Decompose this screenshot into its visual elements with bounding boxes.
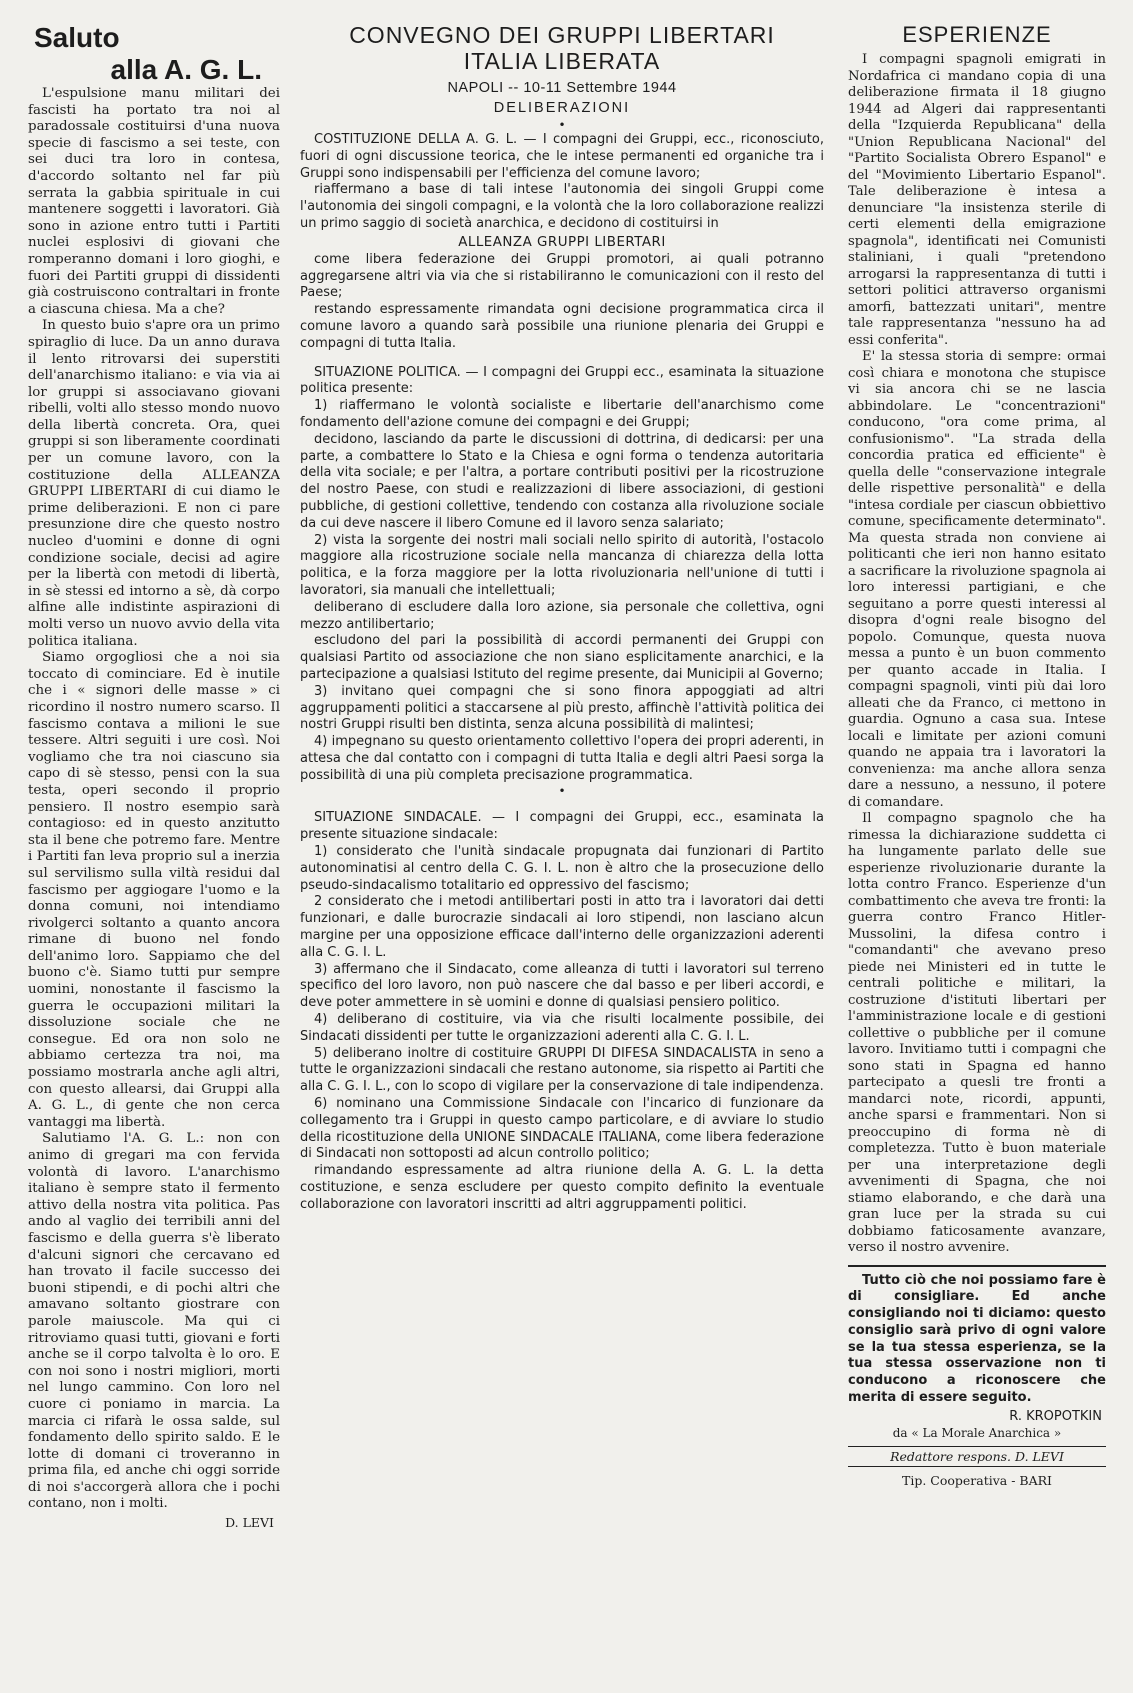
right-paragraph: E' la stessa storia di sempre: ormai così chiara e monotona che stupisce vi sia ancora chi se ne lascia abbindolare. Le "concentrazioni" conducono, "ora come prima, al confusionismo". "La strada della concordia pratica ed efficiente" è quella delle "conservazione integrale delle rispettive personalità" e della "intesa cordiale per ciascun obbiettivo comune, specificamente determinato". Ma questa strada non conviene ai politicanti che ieri non hanno esitato a sacrificare la rivoluzione spagnola ai loro interessi partigiani, e che seguitano a porre questi interessi al disopra d'ogni reale bisogno del popolo. Comunque, questa nuova messa a punto è un buon commento per quanto accade in Italia. I compagni spagnoli, vinti più dai loro alleati che da Franco, ci mettono in guardia. Ognuno a casa sua. Intese locali e limitate per azioni comuni quando ne appaia tra i lavoratori la convenienza: ma anche allora senza dare a nessuno, a nessuno, il potere di comandare.	[848, 349, 1106, 810]
section-paragraph: riaffermano a base di tali intese l'autonomia dei singoli Gruppi come l'autonomia dei singoli compagni, e la volontà che la loro collaborazione realizzi un primo saggio di società anarchica, e decidono di costituirsi in	[300, 182, 824, 231]
quote-source: da « La Morale Anarchica »	[892, 1425, 1062, 1440]
list-item: 1) riaffermano le volontà socialiste e libertarie dell'anarchismo come fondamento dell'azione comune dei compagni e dei Gruppi;	[300, 398, 824, 430]
list-item: deliberano di escludere dalla loro azione, sia personale che collettiva, ogni mezzo antilibertario;	[300, 599, 824, 632]
section-paragraph: come libera federazione dei Gruppi promotori, ai quali potranno aggregarsene altri via via che si ristabiliranno le comunicazioni con il resto del Paese;	[300, 251, 824, 301]
list-item: 3) affermano che il Sindacato, come alleanza di tutti i lavoratori sul terreno specifico del loro lavoro, non può nascere che dal basso e per liberi accordi, e deve poter ammettere in sè uomini e donne di qualsiasi pensiero politico.	[300, 961, 824, 1011]
section-heading: COSTITUZIONE DELLA A. G. L. —	[314, 132, 537, 147]
section-heading: SITUAZIONE SINDACALE. —	[314, 810, 505, 826]
alliance-name: ALLEANZA GRUPPI LIBERTARI	[458, 234, 666, 250]
list-item: escludono del pari la possibilità di accordi permanenti dei Gruppi con qualsiasi Partito od associazione che non siano esplicitamente anarchici, e la partecipazione a qualsiasi Istituto del regime presente, dai Municipii al Governo;	[300, 633, 824, 682]
left-column	[28, 22, 280, 1530]
center-title: CONVEGNO DEI GRUPPI LIBERTARI	[349, 22, 775, 48]
center-column	[300, 22, 824, 1214]
right-title: ESPERIENZE	[902, 22, 1052, 47]
list-item: 4) impegnano su questo orientamento collettivo l'opera dei propri aderenti, in attesa che dal contatto con i compagni di tutta Italia e degli altri Paesi sorga la possibilità di una più completa precisazione programmatica.	[300, 734, 824, 783]
printer-credit: Tip. Cooperativa - BARI	[902, 1472, 1052, 1488]
quote-text: Tutto ciò che noi possiamo fare è di consigliare. Ed anche consigliando noi ti diciamo: questo consiglio sarà privo di ogni valore se la tua stessa esperienza, se la tua stessa osservazione non ti conducono a riconoscere che merita di essere seguito.	[848, 1272, 1106, 1406]
list-item: rimandando espressamente ad altra riunione della A. G. L. la detta costituzione, e senza escludere per questo compito definito la eventuale collaborazione con lavoratori inscritti ad altri aggruppamenti politici.	[300, 1163, 824, 1212]
left-paragraph: L'espulsione manu militari dei fascisti ha portato tra noi al paradossale costituirsi d'una nuova specie di fascismo a sei teste, con sei duci tra loro in contesa, d'accordo soltanto nel far più serrata la gabbia spirituale in cui mantenere soggetti i lavoratori. Già sono in azione entro tutti i Partiti nuclei esplosivi di giovani che romperanno domani i loro gioghi, e fuori dei Partiti gruppi di dissidenti già costruiscono contraltari in fronte a ciascuna chiesa. Ma a che?	[28, 86, 280, 317]
left-paragraph: Siamo orgogliosi che a noi sia toccato di cominciare. Ed è inutile che i « signori delle masse » ci ricordino il nostro numero scarso. Il fascismo contava a milioni le sue tessere. Altri seguiti i ure così. Noi vogliamo che tra noi ciascuno sia capo di sè stesso, pensi con la sua testa, operi secondo il proprio pensiero. Il nostro esempio sarà contagioso: ed in questo anzitutto sta il bene che potremo fare. Mentre i Partiti fan leva proprio sul a inerzia sul servilismo sulla viltà residui dal fascismo per aggiogare l'uomo e la donna comuni, noi intendiamo rivolgerci soltanto a quanto ancora rimane di buono nel fondo dell'animo loro. Sappiamo che del buono c'è. Siamo tutti pur sempre uomini, nonostante il fascismo la guerra le occupazioni militari la dissoluzione sociale che ne consegue. Ed ora non solo ne abbiamo certezza tra noi, ma possiamo mostrarla anche agli altri, con questo allearsi, dai Gruppi alla A. G. L., di gente che non cerca vantaggi ma libertà.	[28, 650, 280, 1130]
section-sindacale	[300, 810, 824, 844]
section-text: I compagni dei Gruppi, ecc., esaminata la presente situazione sindacale:	[300, 810, 824, 843]
left-title-line2: alla A. G. L.	[110, 54, 262, 85]
section-costituzione	[300, 132, 824, 182]
section-politica	[300, 365, 824, 399]
list-item: 2) vista la sorgente dei nostri mali sociali nello spirito di autorità, l'ostacolo maggiore alla ricostruzione sociale nella mancanza di chiarezza della lotta politica, e la forza maggiore per la lotta rivoluzionaria nell'unione di tutti i lavoratori, sia manuali che intellettuali;	[300, 532, 824, 598]
list-item: 1) considerato che l'unità sindacale propugnata dai funzionari di Partito autonominatisi al centro della C. G. I. L. non è altro che la prosecuzione dello pseudo-sindacalismo totalitario ed oppressivo del fascismo;	[300, 844, 824, 893]
section-text: I compagni dei Gruppi ecc., esaminata la situazione politica presente:	[300, 364, 824, 397]
left-paragraph: In questo buio s'apre ora un primo spiraglio di luce. Da un anno durava il lento ritrovarsi dei superstiti dell'anarchismo italiano: e via via ai lor gruppi si associavano giovani ribelli, volti allo stesso mondo nuovo della libertà concreta. Ora, quei gruppi si son liberamente coordinati per un comune lavoro, con la costituzione della ALLEANZA GRUPPI LIBERTARI di cui diamo le prime deliberazioni. E non ci pare presunzione dire che questo nostro nucleo d'uomini e donne di ogni condizione sociale, decisi ad agire per la libertà con metodi di libertà, in sè stessi ed intorno a sè, dà corpo alfine alle indistinte aspirazioni di molti verso un nuovo avvio della vita politica italiana.	[28, 318, 280, 649]
list-item: 4) deliberano di costituire, via via che risulti localmente possibile, dei Sindacati dissidenti per tutte le organizzazioni aderenti alla C. G. I. L.	[300, 1012, 824, 1044]
list-item: 3) invitano quei compagni che si sono finora appoggiati ad altri aggruppamenti politici a staccarsene al più presto, affinchè l'attività politica dei nostri Gruppi risulti ben distinta, senza alcuna possibilità di malintesi;	[300, 683, 824, 733]
right-paragraph: I compagni spagnoli emigrati in Nordafrica ci mandano copia di una deliberazione firmata il 18 giugno 1944 ad Algeri dai rappresentanti della "Izquierda Republicana" della "Union Republicana Nacional" del "Partito Socialista Obrero Espanol" e del "Movimiento Libertario Espanol". Tale deliberazione è intesa a denunciare "la insistenza sterile di certi elementi della emigrazione spagnola", identificati nei Comunisti staliniani, i quali "pretendono arrogarsi la rappresentanza di tutti i settori politici attraverso organismi amorfi, battezzati unitari", mentre tale rappresentanza "nessuno ha ad essi conferita".	[848, 52, 1106, 348]
section-paragraph: restando espressamente rimandata ogni decisione programmatica circa il comune lavoro a quando sarà possibile una riunione plenaria dei Gruppi e compagni di tutta Italia.	[300, 302, 824, 351]
list-item: decidono, lasciando da parte le discussioni di dottrina, di dedicarsi: per una parte, a combattere lo Stato e la Chiesa e ogni forma o tendenza autoritaria della vita sociale; e per l'altra, a portare contributi positivi per la ricostruzione del nostro Paese, con studi e realizzazioni di libere associazioni, di gestioni pubbliche, di gestioni collettive, tendendo con costanza alla rivoluzione sociale da cui deve nascere il libero Comune ed il lavoro senza salariato;	[300, 431, 824, 531]
place-date: NAPOLI -- 10-11 Settembre 1944	[447, 80, 677, 96]
right-column	[848, 22, 1106, 1488]
right-paragraph: Il compagno spagnolo che ha rimessa la dichiarazione suddetta ci ha lungamente parlato delle sue esperienze rivoluzionarie durante la lotta contro Franco. Esperienze d'un combattimento che aveva tre fronti: la guerra contro Franco Hitler-Mussolini, la difesa contro i "comandanti" che avevano preso piede nei Ministeri ed in tutte le centrali politiche e militari, la costruzione d'istituti libertari per l'amministrazione locale e di gestioni collettive o pubbliche per il comune lavoro. Invitiamo tutti i compagni che sono stati in Spagna ed hanno partecipato a quesli tre fronti a mandarci note, ricordi, appunti, anche sparsi e frammentari. Non si preoccupino di forma nè di completezza. Tutto è buon materiale per una interpretazione degli avvenimenti di Spagna, che noi stiamo elaborando, e che darà una gran luce per la strada su cui dobbiamo faticosamente avanzare, verso il nostro avvenire.	[848, 811, 1106, 1255]
section-heading: SITUAZIONE POLITICA. —	[314, 364, 479, 380]
deliberazioni-heading: DELIBERAZIONI	[493, 100, 631, 116]
kropotkin-quote-box	[848, 1265, 1106, 1440]
left-title-line1: Saluto	[34, 22, 120, 53]
separator-bullet: •	[558, 784, 566, 799]
center-title-line2: ITALIA LIBERATA	[463, 48, 661, 74]
left-signature: D. LEVI	[225, 1515, 274, 1531]
section-text: I compagni dei Gruppi, ecc., riconosciuto, fuori di ogni discussione teorica, che le intese permanenti ed organiche tra i Gruppi sono indispensabili per l'efficienza del comune lavoro;	[300, 132, 824, 181]
list-item: 5) deliberano inoltre di costituire GRUPPI DI DIFESA SINDACALISTA in seno a tutte le organizzazioni sindacali che restano autonome, sia rispetto ai Partiti che alla C. G. I. L., con lo scopo di vigilare per la conservazione di tale indipendenza.	[300, 1045, 824, 1095]
list-item: 2 considerato che i metodi antilibertari posti in atto tra i lavoratori dai detti funzionari, e dalle burocrazie sindacali ai loro stipendi, non lasciano alcun margine per una opposizione efficace dall'interno delle organizzazioni aderenti alla C. G. I. L.	[300, 894, 824, 960]
left-paragraph: Salutiamo l'A. G. L.: non con animo di gregari ma con fervida volontà di lavoro. L'anarchismo italiano è sempre stato il fermento attivo della nostra vita politica. Pas ando al vaglio dei terribili anni del fascismo e della guerra s'è liberato d'alcuni signori che cercavano ed han trovato il facile successo dei buoni stipendi, e di pochi altri che amavano soltanto giostrare con parole maiuscole. Ma qui ci ritroviamo quasi tutti, giovani e forti anche se il corpo talvolta è lo oro. E con noi sono i nostri migliori, morti nel lungo cammino. Con loro nel cuore ci poniamo in marcia. La marcia ci rifarà le ossa salde, sul fondamento dello spirito saldo. E le lotte di domani ci troveranno in prima fila, ed anche chi oggi sorride di noi s'accorgerà allora che i pochi contano, non i molti.	[28, 1131, 280, 1512]
quote-author: R. KROPOTKIN	[1009, 1408, 1102, 1424]
separator-bullet: •	[558, 118, 566, 132]
list-item: 6) nominano una Commissione Sindacale con l'incarico di funzionare da collegamento tra i Gruppi in questo campo particolare, e di avviare lo studio della ricostituzione della UNIONE SINDACALE ITALIANA, come libera federazione di Sindacati non sottoposti ad alcun controllo politico;	[300, 1096, 824, 1162]
responsible-editor: Redattore respons. D. LEVI	[848, 1446, 1106, 1467]
